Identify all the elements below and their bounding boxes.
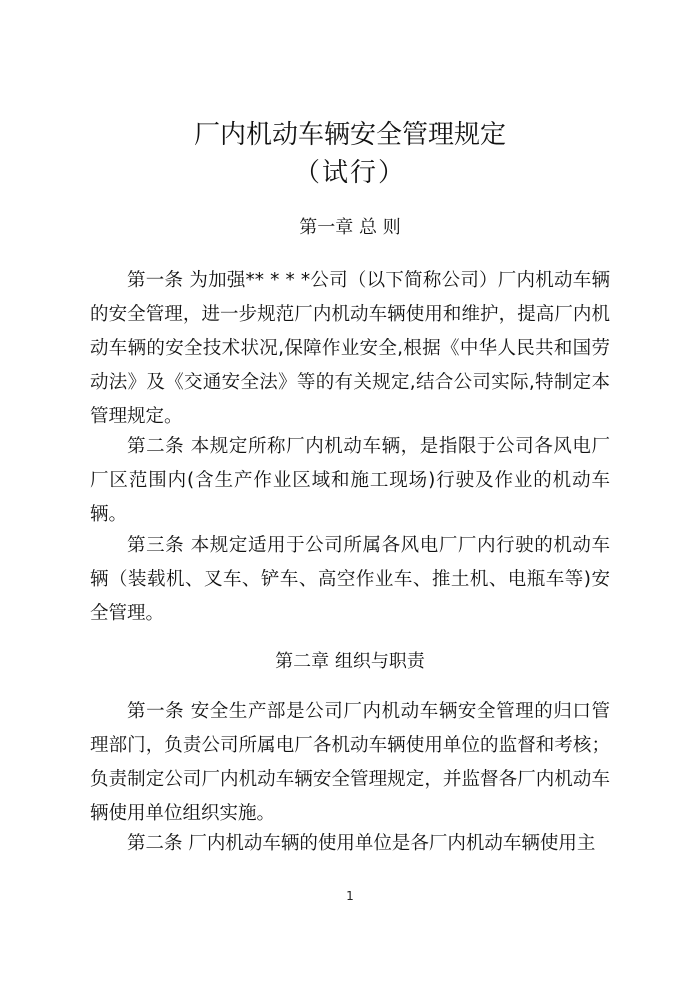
chapter-1-heading: 第一章 总 则: [299, 217, 401, 238]
chapter-2-heading: 第二章 组织与职责: [275, 651, 425, 672]
document-title: 厂内机动车辆安全管理规定: [193, 120, 506, 150]
chapter-2-article-2: 第二条 厂内机动车辆的使用单位是各厂内机动车辆使用主: [127, 833, 596, 854]
chapter-1-article-1: 第一条 为加强** * * *公司（以下简称公司）厂内机动车辆的安全管理，进一步规范厂内机动车辆使用和维护，提高厂内机动车辆的安全技术状况,保障作业安全,根据《中华人民共和国劳动法》及《交通安全法》等的有关规定,结合公司实际,特制定本管理规定。: [90, 270, 610, 427]
chapter-1-article-3: 第三条 本规定适用于公司所属各风电厂厂内行驶的机动车辆（装载机、叉车、铲车、高空作业车、推土机、电瓶车等)安全管理。: [90, 535, 610, 624]
page-number: 1: [346, 889, 354, 903]
chapter-2-article-1: 第一条 安全生产部是公司厂内机动车辆安全管理的归口管理部门，负责公司所属电厂各机动车辆使用单位的监督和考核；负责制定公司厂内机动车辆安全管理规定，并监督各厂内机动车辆使用单位组织实施。: [90, 701, 610, 824]
document-subtitle: （试行）: [293, 158, 406, 188]
chapter-1-article-2: 第二条 本规定所称厂内机动车辆，是指限于公司各风电厂厂区范围内(含生产作业区域和施工现场)行驶及作业的机动车辆。: [90, 436, 610, 525]
